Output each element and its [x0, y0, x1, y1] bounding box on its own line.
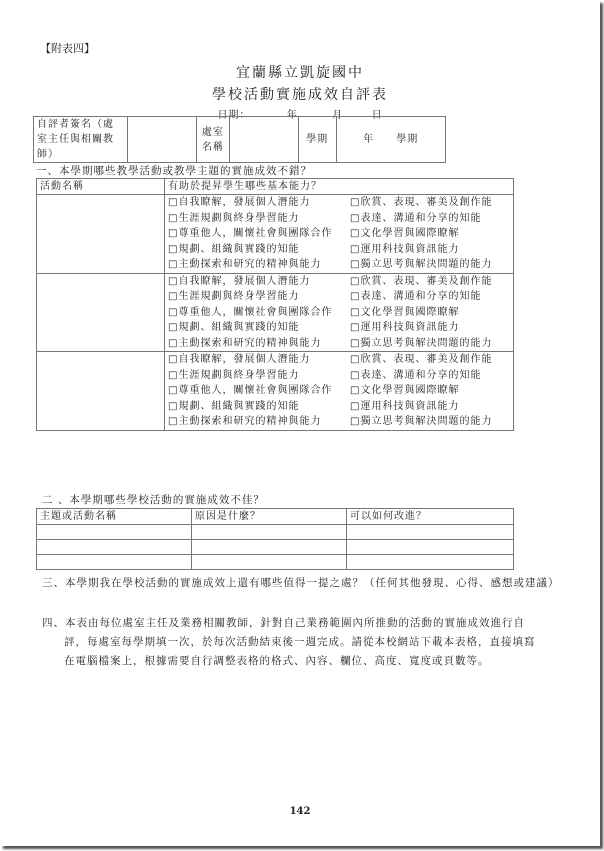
section1-title: 一、本學期哪些教學活動或教學主題的實施成效不錯？: [36, 165, 312, 177]
activity-name-cell[interactable]: [37, 273, 165, 352]
checkbox-option[interactable]: □表達、溝通和分享的知能: [350, 369, 482, 381]
checkbox-option[interactable]: □運用科技與資訊能力: [350, 322, 460, 333]
checkbox-option[interactable]: □運用科技與資訊能力: [350, 400, 460, 412]
col-topic-header: 主題或活動名稱: [37, 509, 192, 525]
checkbox-option[interactable]: □生涯規劃與終身學習能力: [168, 291, 300, 302]
checkbox-option[interactable]: □尊重他人，關懷社會與團隊合作: [168, 385, 333, 396]
checkbox-option[interactable]: □自我瞭解，發展個人潛能力: [168, 354, 311, 365]
checkbox-option[interactable]: □主動探索和研究的精神與能力: [168, 259, 322, 270]
checkbox-option[interactable]: □尊重他人，關懷社會與團隊合作: [168, 306, 333, 318]
table-row: [37, 273, 514, 352]
checkbox-option[interactable]: □表達、溝通和分享的知能: [350, 212, 482, 224]
reason-cell[interactable]: [192, 555, 347, 570]
activity-name-cell[interactable]: [37, 352, 165, 431]
table-header-row: [37, 509, 514, 525]
table-header-row: [37, 179, 514, 195]
checkbox-option[interactable]: □文化學習與國際瞭解: [350, 228, 460, 239]
date-month: 月: [332, 110, 344, 121]
section2-title: 二 、本學期哪些學校活動的實施成效不佳？: [42, 494, 265, 506]
checkbox-option[interactable]: □生涯規劃與終身學習能力: [168, 212, 300, 224]
abilities-cell: [165, 195, 514, 274]
table-row: [37, 540, 514, 555]
school-name: 宜蘭縣立凱旋國中: [236, 65, 364, 81]
topic-cell[interactable]: [37, 525, 192, 540]
improve-cell[interactable]: [347, 525, 514, 540]
checkbox-option[interactable]: □規劃、組織與實踐的知能: [168, 400, 300, 412]
checkbox-option[interactable]: □運用科技與資訊能力: [350, 243, 460, 255]
topic-cell[interactable]: [37, 555, 192, 570]
table-row: [37, 352, 514, 431]
checkbox-option[interactable]: □自我瞭解，發展個人潛能力: [168, 197, 311, 208]
col-activity-header: 活動名稱: [37, 179, 165, 195]
checkbox-option[interactable]: □主動探索和研究的精神與能力: [168, 337, 322, 349]
topic-cell[interactable]: [37, 540, 192, 555]
semester-label: 學期: [298, 117, 336, 163]
checkbox-option[interactable]: □獨立思考與解決問題的能力: [350, 416, 493, 427]
checkbox-option[interactable]: □獨立思考與解決問題的能力: [350, 259, 493, 270]
reason-cell[interactable]: [192, 525, 347, 540]
header-table: [33, 116, 446, 163]
improve-cell[interactable]: [347, 555, 514, 570]
checkbox-option[interactable]: □規劃、組織與實踐的知能: [168, 322, 300, 333]
checkbox-option[interactable]: □尊重他人，關懷社會與團隊合作: [168, 228, 333, 239]
col-improve-header: 可以如何改進？: [347, 509, 514, 525]
date-day: 日: [371, 110, 383, 121]
checkbox-option[interactable]: □主動探索和研究的精神與能力: [168, 416, 322, 427]
form-title: 學校活動實施成效自評表: [212, 87, 388, 103]
checkbox-option[interactable]: □欣賞、表現、審美及創作能: [350, 354, 493, 365]
table-row: [37, 555, 514, 570]
signer-label: 自評者簽名（處室主任與相關教師）: [34, 117, 128, 163]
signer-field[interactable]: [128, 117, 196, 163]
checkbox-option[interactable]: □欣賞、表現、審美及創作能: [350, 275, 493, 287]
section4-text: 四、本表由每位處室主任及業務相關教師，針對自己業務範圍內所推動的活動的實施成效進行自評，每處室每學期填一次，於每次活動結束後一週完成。請從本校網站下載本表格，直接填寫在電腦檔案上，根據需要自行調整表格的格式、內容、欄位、高度、寬度或頁數等。: [42, 617, 536, 667]
abilities-cell: [165, 273, 514, 352]
checkbox-option[interactable]: □自我瞭解，發展個人潛能力: [168, 275, 311, 287]
checkbox-option[interactable]: □文化學習與國際瞭解: [350, 385, 460, 396]
office-label: 處室名稱: [196, 117, 230, 163]
table-row: [37, 195, 514, 274]
section3-text: 三、本學期我在學校活動的實施成效上還有哪些值得一提之處？（任何其他發現、心得、感想或建議）: [42, 577, 560, 589]
date-label: 日期：: [217, 110, 251, 121]
checkbox-option[interactable]: □表達、溝通和分享的知能: [350, 291, 482, 302]
date-year: 年: [286, 110, 298, 121]
col-reason-header: 原因是什麼？: [192, 509, 347, 525]
checkbox-option[interactable]: □規劃、組織與實踐的知能: [168, 243, 300, 255]
office-field[interactable]: [230, 117, 298, 163]
poor-activities-table: [36, 508, 514, 570]
checkbox-option[interactable]: □獨立思考與解決問題的能力: [350, 337, 493, 349]
attachment-tag: 【附表四】: [40, 42, 95, 55]
checkbox-option[interactable]: □文化學習與國際瞭解: [350, 306, 460, 318]
checkbox-option[interactable]: □生涯規劃與終身學習能力: [168, 369, 300, 381]
col-abilities-header: 有助於提昇學生哪些基本能力？: [165, 179, 514, 195]
activity-name-cell[interactable]: [37, 195, 165, 274]
improve-cell[interactable]: [347, 540, 514, 555]
reason-cell[interactable]: [192, 540, 347, 555]
table-row: [37, 525, 514, 540]
good-activities-table: [36, 178, 514, 431]
checkbox-option[interactable]: □欣賞、表現、審美及創作能: [350, 197, 493, 208]
semester-field[interactable]: 年 學期: [336, 117, 445, 163]
abilities-cell: [165, 352, 514, 431]
page-number: 142: [289, 806, 311, 817]
